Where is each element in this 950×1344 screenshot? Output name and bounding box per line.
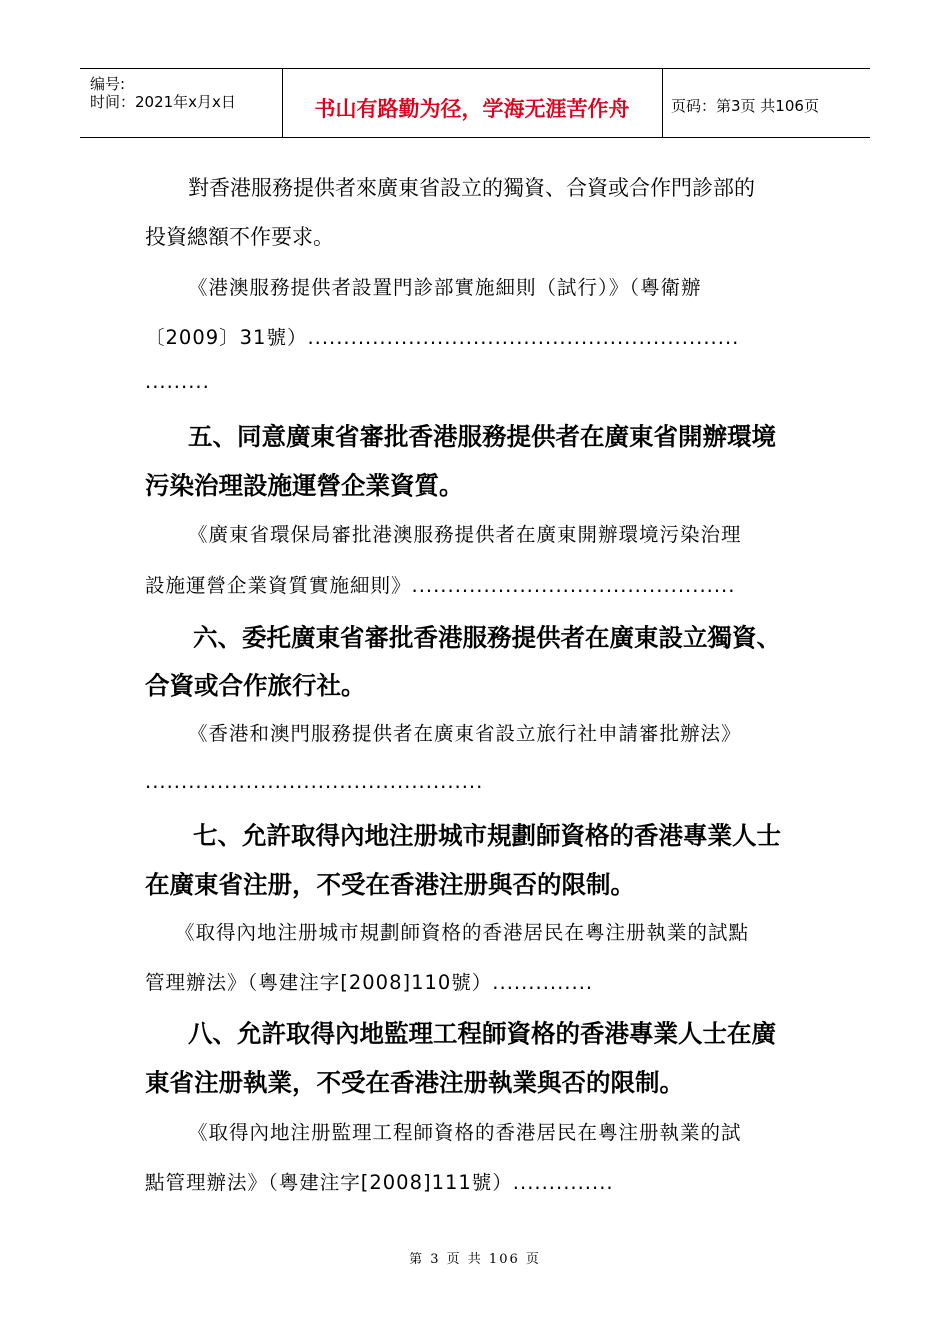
citation-line: 《港澳服務提供者設置門診部實施細則（試行）》（粵衛辦 — [188, 276, 702, 299]
page-header — [80, 68, 870, 138]
citation-line: 《取得內地注册監理工程師資格的香港居民在粵注册執業的試 — [188, 1121, 742, 1144]
header-motto-cell — [282, 69, 663, 137]
page-footer: 第 3 页 共 106 页 — [409, 1252, 541, 1267]
citation-line: 點管理辦法》（粵建注字[2008]111號）.............. — [145, 1171, 614, 1194]
citation-line: 設施運營企業資質實施細則》............................................. — [145, 574, 736, 597]
citation-line: 〔2009〕31號）............................................................ — [145, 326, 740, 349]
citation-line: 管理辦法》（粵建注字[2008]110號）.............. — [145, 971, 594, 994]
header-meta-cell — [80, 69, 283, 137]
section-heading: 在廣東省注册，不受在香港注册與否的限制。 — [145, 870, 635, 899]
section-heading: 八、允許取得內地監理工程師資格的香港專業人士在廣 — [188, 1019, 776, 1048]
section-heading: 東省注册執業，不受在香港注册執業與否的限制。 — [145, 1068, 684, 1097]
section-heading: 五、同意廣東省審批香港服務提供者在廣東省開辦環境 — [188, 422, 776, 451]
header-page-cell — [663, 69, 870, 137]
citation-line: ............................................... — [145, 770, 484, 793]
section-heading: 六、委托廣東省審批香港服務提供者在廣東設立獨資、 — [193, 623, 781, 652]
citation-line: 《取得內地注册城市規劃師資格的香港居民在粵注册執業的試點 — [175, 921, 750, 944]
section-heading: 合資或合作旅行社。 — [145, 671, 366, 700]
citation-line: ......... — [145, 370, 210, 393]
citation-line: 《香港和澳門服務提供者在廣東省設立旅行社申請審批辦法》 — [188, 722, 742, 745]
paragraph-line: 對香港服務提供者來廣東省設立的獨資、合資或合作門診部的 — [188, 176, 755, 200]
citation-line: 《廣東省環保局審批港澳服務提供者在廣東開辦環境污染治理 — [188, 523, 742, 546]
section-heading: 七、允許取得內地注册城市規劃師資格的香港專業人士 — [193, 821, 781, 850]
section-heading: 污染治理設施運營企業資質。 — [145, 471, 464, 500]
paragraph-line: 投資總額不作要求。 — [145, 225, 334, 249]
header-page-info: 页码：第3页 共106页 — [671, 97, 819, 115]
document-number-label: 编号: — [90, 75, 126, 93]
header-motto: 书山有路勤为径，学海无涯苦作舟 — [314, 96, 630, 121]
document-date-label: 时间：2021年x月x日 — [90, 93, 236, 111]
